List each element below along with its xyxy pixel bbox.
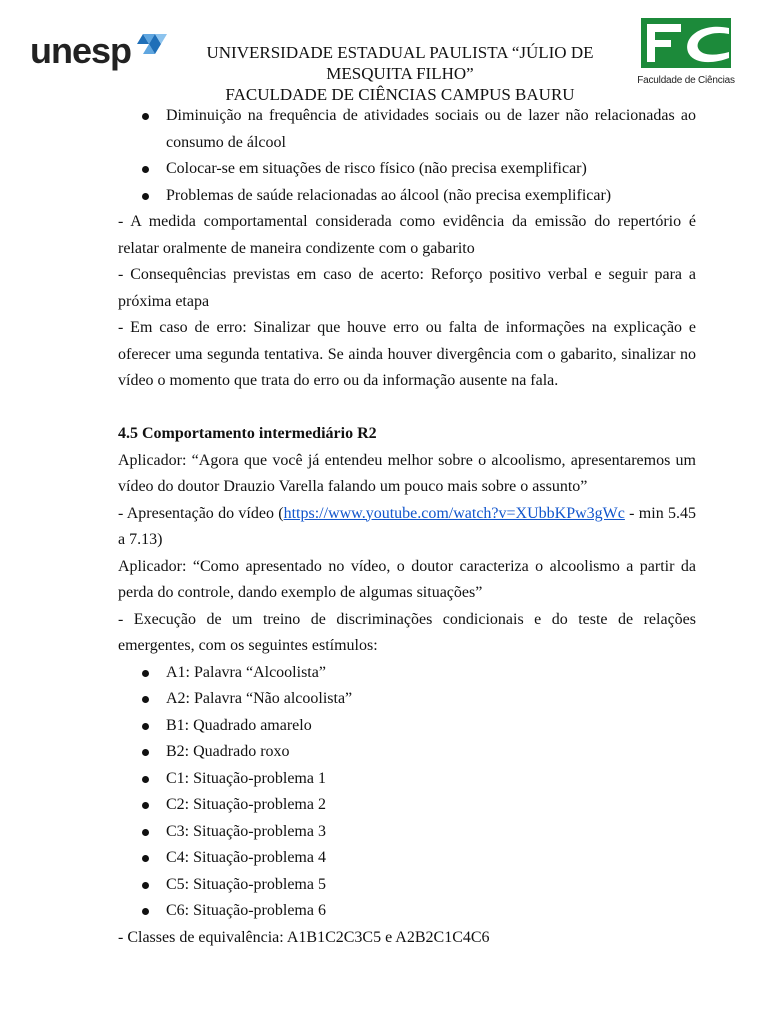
video-link[interactable]: https://www.youtube.com/watch?v=XUbbKPw3gWc <box>283 504 625 522</box>
paragraph-aplicador-1: Aplicador: “Agora que você já entendeu melhor sobre o alcoolismo, apresentaremos um vídeo do doutor Drauzio Varella falando um pouco mais sobre o assunto” <box>118 451 696 495</box>
fc-logo <box>636 18 736 86</box>
list-item: Diminuição na frequência de atividades sociais ou de lazer não relacionadas ao consumo de álcool <box>118 103 696 156</box>
list-item: C3: Situação-problema 3 <box>118 819 696 846</box>
document-body <box>118 103 696 951</box>
institution-line-2: FACULDADE DE CIÊNCIAS CAMPUS BAURU <box>225 85 575 104</box>
video-prefix: - Apresentação do vídeo ( <box>118 504 284 522</box>
paragraph-execucao: - Execução de um treino de discriminações condicionais e do teste de relações emergentes, com os seguintes estímulos: <box>118 610 696 654</box>
list-item: B2: Quadrado roxo <box>118 739 696 766</box>
page-header <box>0 0 768 104</box>
paragraph-acerto: - Consequências previstas em caso de acerto: Reforço positivo verbal e seguir para a próxima etapa <box>118 266 696 310</box>
paragraph-video <box>118 501 696 554</box>
unesp-logo <box>30 26 169 76</box>
video-suffix: - min 5.45 a 7.13) <box>118 504 697 548</box>
list-item: A2: Palavra “Não alcoolista” <box>118 686 696 713</box>
symptom-bullet-list <box>118 103 696 209</box>
list-item: A1: Palavra “Alcoolista” <box>118 660 696 687</box>
institution-line-1: UNIVERSIDADE ESTADUAL PAULISTA “JÚLIO DE MESQUITA FILHO” <box>206 43 594 83</box>
paragraph-classes: - Classes de equivalência: A1B1C2C3C5 e A2B2C1C4C6 <box>118 928 490 946</box>
stimuli-bullet-list <box>118 660 696 925</box>
list-item: Problemas de saúde relacionadas ao álcool (não precisa exemplificar) <box>118 183 696 210</box>
list-item: C5: Situação-problema 5 <box>118 872 696 899</box>
list-item: B1: Quadrado amarelo <box>118 713 696 740</box>
list-item: C4: Situação-problema 4 <box>118 845 696 872</box>
fc-logo-label: Faculdade de Ciências <box>637 75 735 86</box>
list-item: C1: Situação-problema 1 <box>118 766 696 793</box>
list-item: Colocar-se em situações de risco físico (não precisa exemplificar) <box>118 156 696 183</box>
institution-name <box>170 42 630 105</box>
unesp-logo-text: unesp <box>30 30 132 71</box>
spacer <box>118 395 696 422</box>
list-item: C6: Situação-problema 6 <box>118 898 696 925</box>
unesp-logo-mark-icon <box>133 30 169 58</box>
fc-logo-mark-icon <box>641 18 731 68</box>
paragraph-medida: - A medida comportamental considerada como evidência da emissão do repertório é relatar oralmente de maneira condizente com o gabarito <box>118 213 696 257</box>
section-heading: 4.5 Comportamento intermediário R2 <box>118 425 377 442</box>
paragraph-erro: - Em caso de erro: Sinalizar que houve erro ou falta de informações na explicação e oferecer uma segunda tentativa. Se ainda houver divergência com o gabarito, sinalizar no vídeo o momento que trata do erro ou da informação ausente na fala. <box>118 319 696 389</box>
paragraph-aplicador-2: Aplicador: “Como apresentado no vídeo, o doutor caracteriza o alcoolismo a partir da perda do controle, dando exemplo de algumas situações” <box>118 557 696 601</box>
list-item: C2: Situação-problema 2 <box>118 792 696 819</box>
